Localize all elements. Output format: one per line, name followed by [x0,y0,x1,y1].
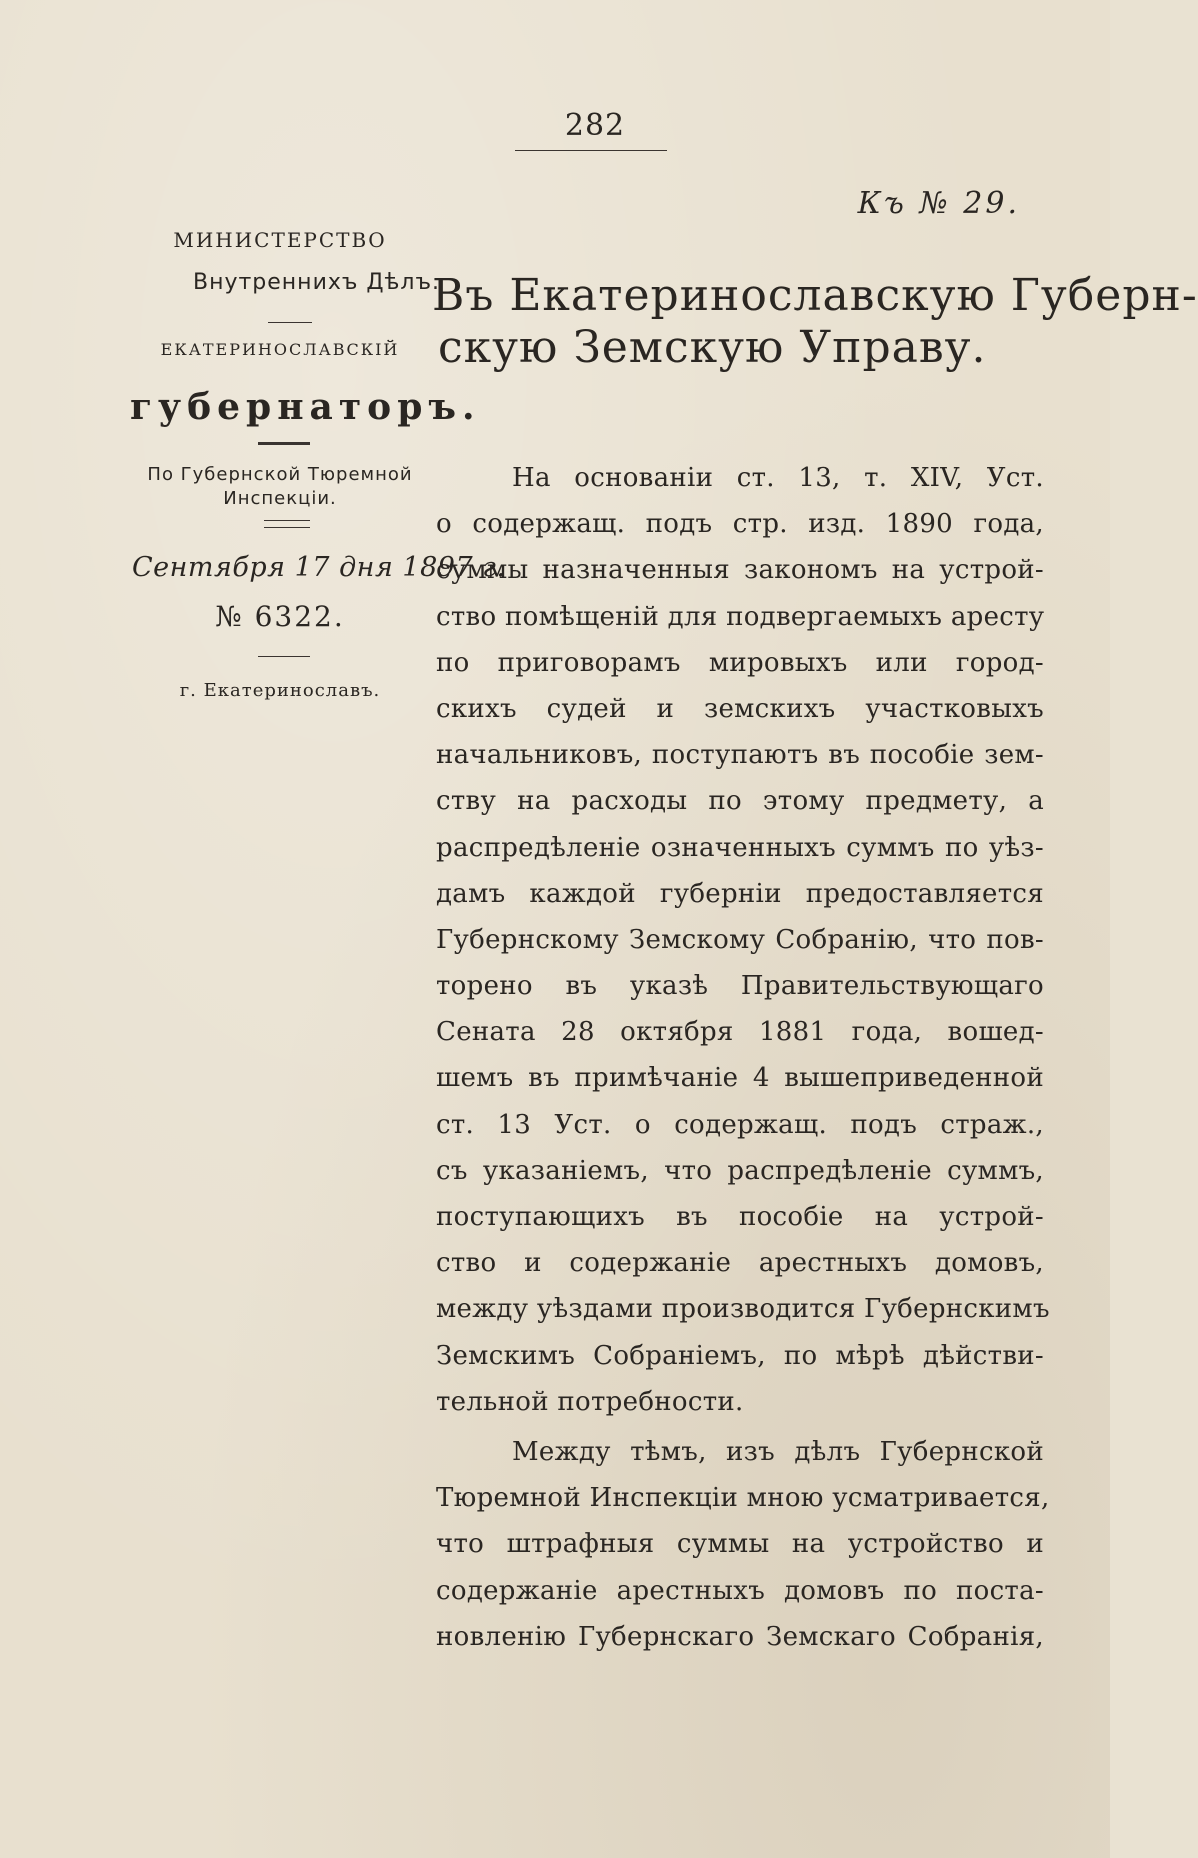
body-line: Тюремной Инспекціи мною усматривается, [436,1483,1050,1514]
addressee-line: скую Земскую Управу. [438,322,987,373]
body-line: ство и содержаніе арестныхъ домовъ, [436,1248,1044,1279]
reference-number: Къ № 29. [857,186,1020,221]
addressee-line: Въ Екатеринославскую Губерн- [432,270,1198,321]
office-label: ЕКАТЕРИНОСЛАВСКІЙ [160,340,400,359]
divider [268,322,312,323]
body-line: скихъ судей и земскихъ участковыхъ [436,693,1044,724]
body-line: Сената 28 октября 1881 года, вошед- [436,1017,1044,1048]
body-line: торено въ указѣ Правительствующаго [436,971,1044,1002]
body-text [436,455,1050,1660]
inspection-line: По Губернской Тюремной [147,464,413,485]
divider [258,442,310,445]
governor-title: губернаторъ. [130,386,481,428]
body-line: между уѣздами производится Губернскимъ [436,1294,1050,1325]
body-line: поступающихъ въ пособіе на устрой- [436,1202,1044,1232]
body-line: начальниковъ, поступаютъ въ пособіе зем- [436,740,1044,771]
place-label: г. Екатеринославъ. [179,680,381,701]
inspection-line: Инспекціи. [223,488,337,509]
body-line: новленію Губернскаго Земскаго Собранія, [436,1621,1044,1652]
body-line: ство помѣщеній для подвергаемыхъ аресту [436,601,1045,632]
divider [258,656,310,657]
body-line: съ указаніемъ, что распредѣленіе суммъ, [436,1155,1044,1186]
body-line: Губернскому Земскому Собранію, что пов- [436,924,1044,955]
document-date: Сентября 17 дня 1897 г. [132,552,506,583]
body-line: суммы назначенныя закономъ на устрой- [436,555,1044,586]
addressee-heading [432,270,1198,374]
body-line: о содержащ. подъ стр. изд. 1890 года, [436,509,1044,540]
divider [264,527,310,528]
body-line: по приговорамъ мировыхъ или город- [436,647,1044,678]
body-line: шемъ въ примѣчаніе 4 вышеприведенной [436,1063,1044,1094]
body-line: Между тѣмъ, изъ дѣлъ Губернской [512,1436,1044,1467]
body-line: дамъ каждой губерніи предоставляется [436,878,1044,909]
body-line: Земскимъ Собраніемъ, по мѣрѣ дѣйстви- [436,1340,1044,1371]
body-line: На основаніи ст. 13, т. XIV, Уст. [512,463,1044,493]
body-line: тельной потребности. [436,1386,744,1417]
page-number-rule [515,150,667,151]
document-number: № 6322. [215,600,345,633]
body-line: ст. 13 Уст. о содержащ. подъ страж., [436,1109,1044,1140]
page-number: 282 [564,108,626,143]
ministry-label: МИНИСТЕРСТВО [173,228,387,252]
department-label: Внутреннихъ Дѣлъ. [192,270,440,295]
body-line: что штрафныя суммы на устройство и [436,1529,1044,1560]
body-line: содержаніе арестныхъ домовъ по поста- [436,1575,1044,1606]
inspection-label [120,463,440,511]
body-line: ству на расходы по этому предмету, а [436,786,1044,817]
body-line: распредѣленіе означенныхъ суммъ по уѣз- [436,832,1044,863]
divider [264,520,310,521]
